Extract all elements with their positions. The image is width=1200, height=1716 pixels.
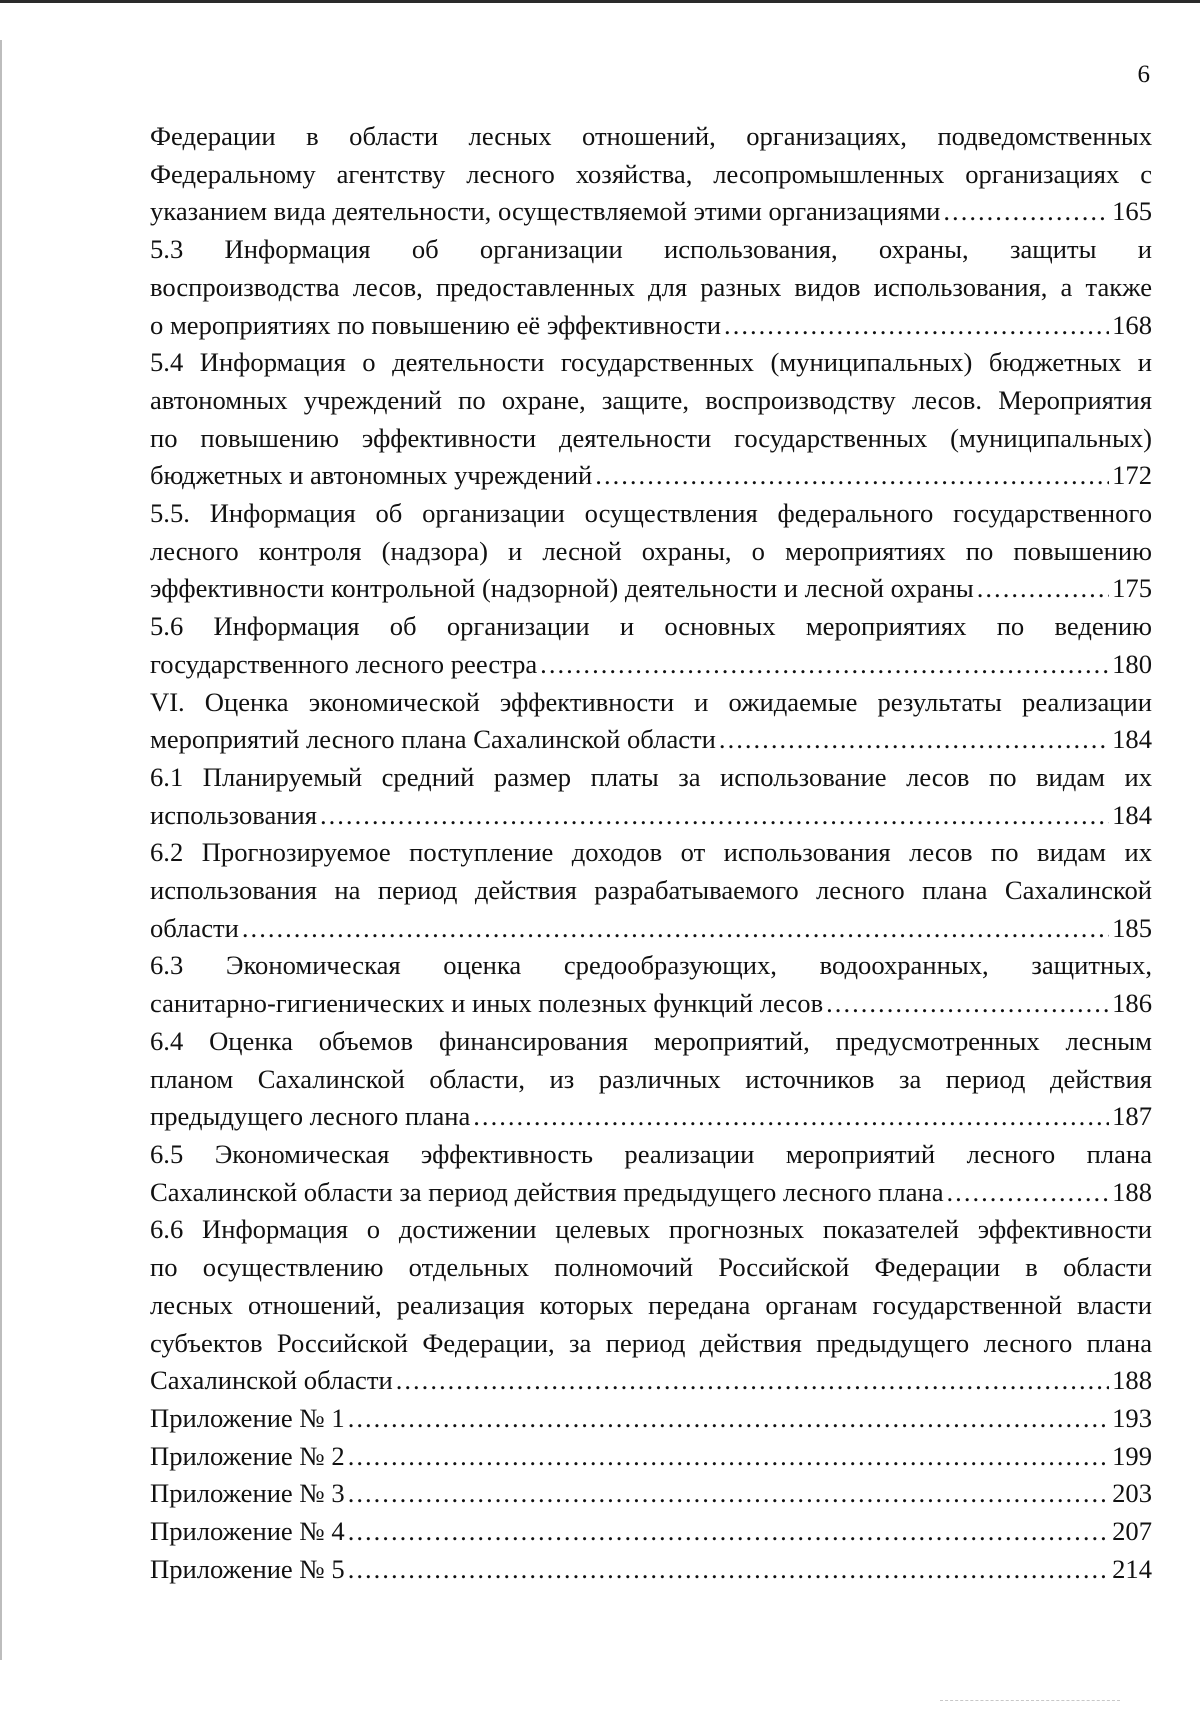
toc-entry (150, 834, 1152, 947)
toc-page-number: 168 (1112, 309, 1152, 340)
toc-entry-last-line (150, 1362, 1152, 1400)
toc-entry-line: 6.1 Планируемый средний размер платы за использование лесов по видам их (150, 761, 1152, 792)
toc-entry (150, 1438, 1152, 1476)
toc-entry (150, 231, 1152, 344)
toc-entry-line: автономных учреждений по охране, защите, воспроизводству лесов. Мероприятия (150, 384, 1152, 415)
toc-entry-last-line (150, 193, 1152, 231)
top-border-line (0, 0, 1200, 3)
toc-entry-title: мероприятий лесного плана Сахалинской области (150, 724, 716, 755)
toc-entry (150, 118, 1152, 231)
toc-entry (150, 1136, 1152, 1211)
toc-page-number: 184 (1112, 724, 1152, 755)
toc-entry-title: Приложение № 4 (150, 1516, 345, 1547)
dot-leader (396, 1362, 1109, 1400)
toc-page-number: 203 (1112, 1478, 1152, 1509)
toc-entry-title: эффективности контрольной (надзорной) деятельности и лесной охраны (150, 573, 974, 604)
toc-entry-title: Сахалинской области за период действия предыдущего лесного плана (150, 1176, 944, 1207)
toc-entry (150, 1513, 1152, 1551)
toc-entry-last-line (150, 646, 1152, 684)
table-of-contents (150, 118, 1152, 1588)
toc-entry-title: бюджетных и автономных учреждений (150, 460, 593, 491)
dot-leader (320, 797, 1109, 835)
dot-leader (719, 721, 1109, 759)
toc-entry-last-line (150, 570, 1152, 608)
dot-leader (947, 1174, 1110, 1212)
toc-entry-title: санитарно-гигиенических и иных полезных функций лесов (150, 988, 824, 1019)
toc-entry (150, 344, 1152, 495)
dot-leader (348, 1551, 1109, 1589)
dot-leader (348, 1400, 1109, 1438)
toc-entry-title: указанием вида деятельности, осуществляемой этими организациями (150, 196, 941, 227)
toc-entry-title: предыдущего лесного плана (150, 1101, 471, 1132)
toc-entry-last-line (150, 910, 1152, 948)
toc-entry-last-line (150, 457, 1152, 495)
toc-entry-last-line (150, 1438, 1152, 1476)
toc-entry-line: использования на период действия разрабатываемого лесного плана Сахалинской (150, 875, 1152, 906)
toc-entry-last-line (150, 1400, 1152, 1438)
dot-leader (943, 193, 1109, 231)
toc-entry-line: воспроизводства лесов, предоставленных для разных видов использования, а также (150, 271, 1152, 302)
toc-entry-title: Приложение № 5 (150, 1553, 345, 1584)
toc-entry-last-line (150, 1513, 1152, 1551)
toc-page-number: 193 (1112, 1402, 1152, 1433)
toc-entry-line: лесного контроля (надзора) и лесной охраны, о мероприятиях по повышению (150, 535, 1152, 566)
toc-page-number: 186 (1112, 988, 1152, 1019)
toc-entry-title: государственного лесного реестра (150, 648, 538, 679)
toc-entry-line: субъектов Российской Федерации, за период действия предыдущего лесного плана (150, 1327, 1152, 1358)
toc-entry-line: по повышению эффективности деятельности государственных (муниципальных) (150, 422, 1152, 453)
toc-page-number: 188 (1112, 1365, 1152, 1396)
dot-leader (242, 910, 1109, 948)
toc-entry-line: 6.3 Экономическая оценка средообразующих, водоохранных, защитных, (150, 950, 1152, 981)
toc-entry-title: использования (150, 799, 317, 830)
toc-entry-title: Сахалинской области (150, 1365, 393, 1396)
toc-entry-line: 5.3 Информация об организации использования, охраны, защиты и (150, 234, 1152, 265)
toc-page-number: 165 (1112, 196, 1152, 227)
toc-entry-line: по осуществлению отдельных полномочий Российской Федерации в области (150, 1252, 1152, 1283)
toc-entry-line: 6.2 Прогнозируемое поступление доходов от использования лесов по видам их (150, 837, 1152, 868)
toc-entry-last-line (150, 1475, 1152, 1513)
toc-entry (150, 608, 1152, 683)
toc-entry (150, 495, 1152, 608)
toc-entry-last-line (150, 1098, 1152, 1136)
dot-leader (724, 307, 1109, 345)
toc-entry-line: 6.5 Экономическая эффективность реализации мероприятий лесного плана (150, 1138, 1152, 1169)
dot-leader (348, 1513, 1109, 1551)
toc-entry-title: Приложение № 2 (150, 1440, 345, 1471)
toc-entry-title: Приложение № 3 (150, 1478, 345, 1509)
toc-entry (150, 1475, 1152, 1513)
toc-page-number: 184 (1112, 799, 1152, 830)
scan-left-edge (0, 40, 2, 1660)
toc-entry-line: планом Сахалинской области, из различных источников за период действия (150, 1063, 1152, 1094)
toc-entry-line: 5.4 Информация о деятельности государственных (муниципальных) бюджетных и (150, 347, 1152, 378)
toc-entry (150, 947, 1152, 1022)
toc-entry-line: 5.6 Информация об организации и основных мероприятиях по ведению (150, 611, 1152, 642)
toc-entry-line: 6.4 Оценка объемов финансирования мероприятий, предусмотренных лесным (150, 1025, 1152, 1056)
toc-entry (150, 684, 1152, 759)
scan-artifact (940, 1700, 1120, 1702)
toc-entry (150, 1211, 1152, 1400)
toc-entry-last-line (150, 1174, 1152, 1212)
toc-entry-last-line (150, 985, 1152, 1023)
toc-entry (150, 1400, 1152, 1438)
page-number: 6 (1137, 61, 1150, 88)
toc-entry-line: Федеральному агентству лесного хозяйства, лесопромышленных организациях с (150, 158, 1152, 189)
toc-page-number: 199 (1112, 1440, 1152, 1471)
dot-leader (977, 570, 1109, 608)
toc-page-number: 214 (1112, 1553, 1152, 1584)
toc-entry (150, 759, 1152, 834)
toc-page-number: 172 (1112, 460, 1152, 491)
toc-page-number: 188 (1112, 1176, 1152, 1207)
toc-entry-last-line (150, 797, 1152, 835)
toc-entry-title: о мероприятиях по повышению её эффективности (150, 309, 722, 340)
toc-page-number: 180 (1112, 648, 1152, 679)
toc-entry-title: области (150, 912, 239, 943)
toc-entry-last-line (150, 1551, 1152, 1589)
toc-entry-title: Приложение № 1 (150, 1402, 345, 1433)
toc-entry-line: 5.5. Информация об организации осуществления федерального государственного (150, 498, 1152, 529)
toc-entry (150, 1551, 1152, 1589)
dot-leader (540, 646, 1109, 684)
toc-entry-last-line (150, 307, 1152, 345)
toc-entry-line: Федерации в области лесных отношений, организациях, подведомственных (150, 121, 1152, 151)
toc-page-number: 185 (1112, 912, 1152, 943)
toc-page-number: 207 (1112, 1516, 1152, 1547)
toc-entry-line: 6.6 Информация о достижении целевых прогнозных показателей эффективности (150, 1214, 1152, 1245)
toc-entry-line: лесных отношений, реализация которых передана органам государственной власти (150, 1289, 1152, 1320)
toc-page-number: 187 (1112, 1101, 1152, 1132)
toc-entry-line: VI. Оценка экономической эффективности и ожидаемые результаты реализации (150, 686, 1152, 717)
dot-leader (348, 1475, 1109, 1513)
dot-leader (826, 985, 1109, 1023)
dot-leader (595, 457, 1109, 495)
dot-leader (473, 1098, 1109, 1136)
toc-entry-last-line (150, 721, 1152, 759)
dot-leader (348, 1438, 1109, 1476)
toc-page-number: 175 (1112, 573, 1152, 604)
toc-entry (150, 1023, 1152, 1136)
